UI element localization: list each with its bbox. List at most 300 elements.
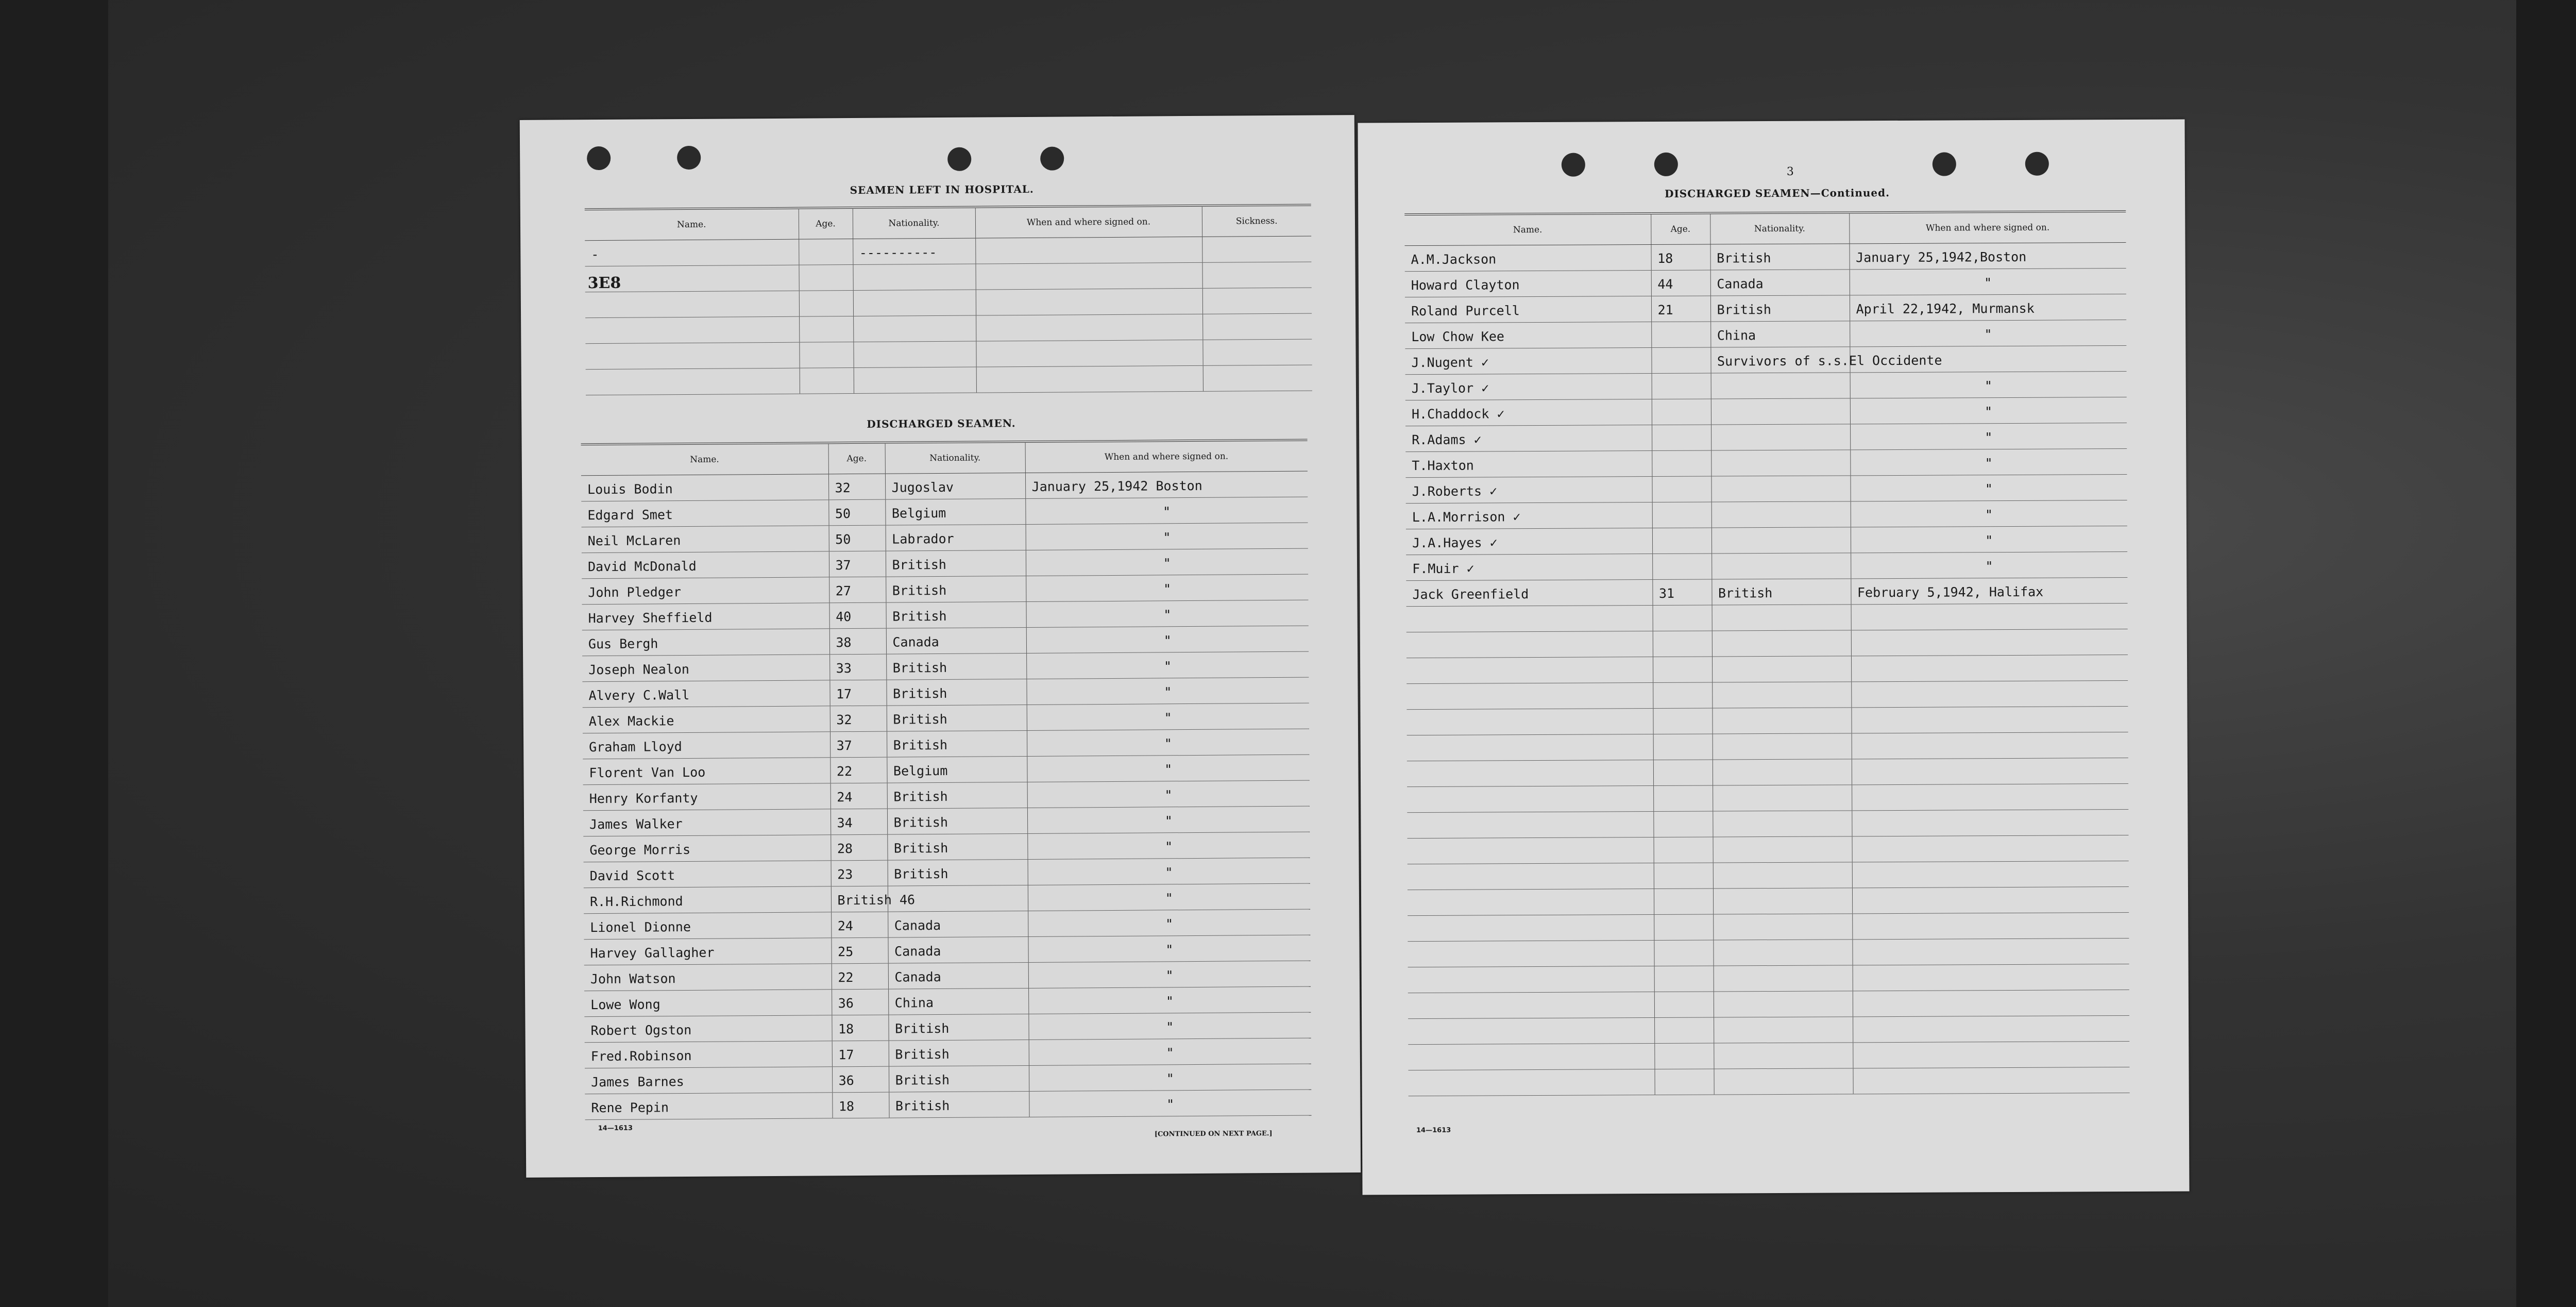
table-cell [976,314,1202,341]
blank-row [1408,886,2129,915]
table-cell [1711,398,1850,425]
table-row [585,339,1312,370]
table-cell: Belgium [887,756,1027,783]
form-code: 14—1613 [598,1124,633,1133]
table-row [1406,552,2127,581]
punch-hole [1562,153,1585,177]
column-header: Name. [1404,213,1651,246]
table-cell [1654,1069,1714,1095]
blank-row [1408,964,2129,993]
table-cell [1852,912,2129,939]
discharged-section-title: DISCHARGED SEAMEN. [867,417,1016,430]
table-cell: Louis Bodin [581,474,828,501]
table-cell: 40 [829,602,886,629]
punch-hole [1933,152,1956,176]
table-cell: Harvey Sheffield [582,603,829,630]
table-row [583,755,1309,785]
table-cell: 38 [829,628,886,655]
table-cell [1652,554,1711,580]
table-cell: " [1027,780,1310,808]
table-row [585,313,1312,344]
table-cell [1653,760,1713,786]
table-cell: Canada [1710,270,1850,296]
table-cell: H.Chaddock ✓ [1405,399,1652,426]
table-cell [1851,629,2128,656]
table-cell [585,291,799,318]
table-cell [1408,966,1654,993]
table-cell: " [1850,320,2126,347]
table-row [585,288,1312,318]
table-cell: James Barnes [585,1067,832,1094]
scan-right-edge [2516,0,2576,1307]
table-cell [585,316,799,344]
table-row [582,677,1309,708]
table-row [1405,294,2126,323]
table-cell [1202,288,1312,314]
table-cell [1652,476,1711,502]
table-cell: " [1025,497,1308,524]
table-cell: Lionel Dionne [584,912,831,940]
table-cell: Labrador [886,524,1026,551]
table-cell: April 22,1942, Murmansk [1850,294,2126,321]
table-row [584,961,1311,991]
table-cell [1712,656,1851,682]
table-cell [1713,888,1852,914]
table-cell: 22 [830,757,887,783]
table-row [1405,269,2126,297]
table-cell: " [1028,858,1310,885]
punch-hole [677,146,701,170]
table-row [585,236,1311,266]
blank-row [1406,604,2128,632]
table-cell [1654,837,1713,863]
table-cell: George Morris [583,835,831,862]
table-cell: British [887,705,1027,731]
table-row [1405,346,2126,375]
table-row [582,626,1309,656]
table-cell [1202,262,1311,288]
table-row [583,780,1310,811]
punch-hole [2025,152,2049,176]
blank-row [1408,1041,2129,1070]
table-cell: " [1026,677,1309,705]
table-cell [853,341,976,367]
table-cell [1408,863,1654,890]
table-cell: " [1026,626,1309,653]
table-cell: British [888,859,1028,886]
table-cell [799,316,853,343]
table-cell: " [1026,548,1308,576]
blank-row [1408,1015,2129,1044]
table-cell: Canada [886,627,1026,654]
continued-note: [CONTINUED ON NEXT PAGE.] [1154,1130,1273,1138]
table-cell [1711,450,1850,476]
table-cell: Howard Clayton [1405,271,1651,297]
table-cell: T.Haxton [1405,451,1652,478]
table-cell: 25 [831,937,888,964]
blank-row [1406,706,2128,735]
table-cell [1407,734,1653,761]
table-cell: 32 [828,474,885,500]
blank-row [1407,732,2128,761]
table-row [585,1038,1311,1068]
table-row [582,651,1309,682]
table-cell: F.Muir ✓ [1406,554,1652,581]
table-cell [1853,990,2129,1016]
table-row [584,909,1310,940]
table-cell [1652,373,1711,399]
table-cell [1654,1043,1714,1069]
table-cell [1713,733,1852,760]
table-cell: British [1710,295,1850,322]
discharged-table [581,439,1312,1120]
table-cell: 32 [830,706,887,732]
table-cell [799,342,853,368]
table-cell: British [887,782,1027,809]
table-cell: Graham Lloyd [583,732,830,759]
table-cell [1203,365,1312,391]
table-cell: 28 [831,834,887,861]
table-cell [1713,862,1852,889]
table-cell: Roland Purcell [1405,296,1651,323]
table-cell [1653,708,1712,734]
table-cell [1714,965,1853,992]
table-cell: David Scott [584,861,831,888]
table-cell [1406,657,1653,684]
table-cell [1408,941,1654,967]
table-row [585,1064,1311,1094]
table-cell: " [1029,1064,1311,1091]
table-cell [1406,606,1653,632]
column-header: Nationality. [885,442,1025,474]
table-cell: Fred.Robinson [585,1041,832,1068]
table-cell: " [1851,526,2127,553]
column-header: Age. [799,208,853,239]
table-cell [1713,836,1852,863]
table-cell: 21 [1651,296,1710,322]
table-row [583,729,1309,759]
table-cell [1653,682,1712,709]
blank-row [1407,809,2128,838]
table-cell: British [886,653,1026,680]
table-cell: China [1710,321,1850,347]
table-cell: 44 [1651,270,1710,296]
table-cell: Lowe Wong [584,990,832,1017]
table-cell: British [887,808,1027,834]
table-cell: British [889,1065,1029,1092]
column-header: Name. [581,443,828,475]
table-cell: 31 [1652,579,1711,606]
table-row [583,832,1310,862]
table-row [584,935,1310,965]
table-row [1406,500,2127,529]
table-cell [1651,322,1710,348]
table-cell [1712,708,1851,734]
table-cell [1653,605,1712,631]
table-cell [1651,347,1710,374]
table-cell: " [1028,883,1310,911]
table-cell: 37 [830,731,887,758]
column-header: When and where signed on. [1849,211,2126,244]
table-cell: " [1850,372,2127,398]
table-cell: Joseph Nealon [582,655,829,682]
table-row [1406,578,2127,607]
table-cell: Florent Van Loo [583,758,830,785]
table-cell: British [886,550,1026,577]
table-cell [1853,1015,2129,1042]
table-cell: 33 [829,654,886,680]
table-cell [1408,992,1654,1019]
blank-row [1406,629,2128,658]
blank-row [1408,835,2129,864]
table-cell [1852,861,2129,887]
table-cell [976,365,1203,393]
table-cell [1407,786,1653,813]
table-cell: " [1027,806,1310,833]
table-cell [1713,785,1852,811]
table-cell: J.Roberts ✓ [1405,477,1652,504]
table-cell [1711,527,1851,554]
table-cell [1653,657,1712,683]
table-row [585,262,1311,292]
table-cell: British [886,576,1026,602]
table-cell [1852,783,2128,810]
table-cell [1406,709,1653,735]
right-page [1358,120,2189,1195]
table-cell: Edgard Smet [581,500,828,527]
table-cell: " [1850,269,2126,295]
table-cell: " [1028,909,1310,936]
table-cell [1851,655,2128,682]
table-cell: Jack Greenfield [1406,580,1652,607]
table-cell: - [585,239,799,266]
discharged-continued-table [1404,210,2129,1096]
table-cell: " [1027,755,1309,782]
table-cell: James Walker [583,809,831,836]
table-cell: David McDonald [582,551,829,579]
punch-hole [1654,153,1678,176]
table-cell: L.A.Morrison ✓ [1406,502,1652,529]
table-cell: 22 [832,963,888,990]
table-cell [1202,313,1312,340]
table-cell [1851,706,2128,733]
table-row [1405,423,2127,452]
table-cell [1851,680,2128,707]
table-cell [976,340,1202,367]
table-cell: R.Adams ✓ [1405,425,1652,452]
table-cell: Gus Bergh [582,629,829,656]
table-cell: Alex Mackie [583,706,830,733]
blank-row [1407,783,2128,812]
table-cell: " [1026,523,1308,550]
table-row [581,471,1308,501]
form-code: 14—1613 [1416,1126,1451,1135]
table-row [582,600,1308,630]
table-cell [1852,886,2129,913]
table-cell: R.H.Richmond [584,886,831,914]
table-cell: British [888,1014,1028,1041]
table-row [583,806,1310,836]
table-cell [1653,811,1713,837]
table-cell [1713,759,1852,785]
table-cell: British [886,601,1026,628]
table-cell: " [1027,729,1309,756]
table-cell: Belgium [885,498,1025,525]
table-cell: 18 [832,1015,888,1041]
table-cell [1851,604,2128,630]
table-cell: Rene Pepin [585,1093,832,1120]
table-row [582,574,1308,605]
table-cell [1853,1067,2129,1094]
table-cell [585,342,799,370]
table-cell: January 25,1942 Boston [1025,471,1308,498]
table-cell [586,368,800,395]
table-cell: 24 [831,912,888,938]
table-row [1406,526,2127,555]
blank-row [1408,938,2129,967]
table-cell: " [1028,935,1310,962]
table-cell: ---------- [853,238,975,264]
table-cell [1408,1018,1654,1045]
table-cell [1852,758,2128,784]
table-cell: 37 [829,551,886,577]
table-cell: British 46 [831,886,888,912]
table-cell [1711,424,1850,450]
table-cell: British [889,1091,1029,1118]
table-cell [853,290,976,316]
table-cell [1652,399,1711,425]
punch-hole [587,146,611,170]
blank-row [1408,990,2129,1018]
table-cell: 27 [829,577,886,603]
hospital-table [585,204,1312,396]
table-cell: 50 [829,525,886,551]
table-cell [1654,889,1713,915]
table-cell [800,368,854,394]
table-cell [1202,339,1312,365]
table-cell [1653,734,1713,760]
table-cell: " [1026,651,1309,679]
table-cell [1654,863,1713,889]
left-page [520,115,1361,1178]
table-cell [1406,683,1653,710]
table-cell: 17 [829,680,886,706]
table-cell: Harvey Gallagher [584,938,831,965]
blank-row [1408,912,2129,941]
table-cell: " [1028,986,1311,1014]
table-row [582,523,1308,553]
table-cell: " [1027,832,1310,859]
table-row [1405,320,2126,349]
table-cell: February 5,1942, Halifax [1851,578,2127,605]
table-cell [1654,1017,1714,1044]
table-cell: " [1851,500,2127,527]
table-cell [1714,1043,1853,1069]
handwritten-mark: 3E8 [587,274,621,293]
table-cell: January 25,1942,Boston [1850,243,2126,270]
table-cell: Jugoslav [885,473,1025,499]
table-cell: J.Nugent ✓ [1405,348,1651,375]
table-cell [1852,809,2128,836]
table-cell [1652,528,1711,554]
column-header: Nationality. [853,207,975,239]
table-cell [1408,1044,1654,1070]
table-cell: John Pledger [582,577,829,605]
table-cell [1654,992,1714,1018]
table-row [582,548,1308,579]
column-header: Nationality. [1710,212,1849,244]
table-cell [1407,812,1653,839]
table-cell [1713,811,1852,837]
table-cell [799,291,853,317]
table-cell [1652,502,1711,528]
table-cell [1202,236,1311,262]
table-cell [975,262,1202,290]
table-cell [1408,1069,1654,1096]
table-cell: 18 [1651,244,1710,271]
table-cell: " [1850,449,2127,476]
table-row [583,703,1309,733]
table-cell [1711,501,1851,528]
column-header: Age. [1651,213,1710,245]
table-cell [975,237,1202,264]
table-cell: " [1850,423,2127,450]
table-cell [1713,914,1852,940]
table-cell: 24 [831,783,887,809]
table-cell: Survivors of s.s.El Occidente [1710,347,1850,373]
column-header: Sickness. [1202,205,1311,237]
table-cell [1714,1017,1853,1043]
table-cell [1711,476,1850,502]
table-cell [1652,425,1711,451]
table-cell: Neil McLaren [582,526,829,553]
table-cell [976,288,1202,315]
table-cell [1654,940,1713,966]
table-cell: British [887,730,1027,757]
table-cell: 34 [831,809,887,835]
table-cell [1852,835,2129,862]
table-cell [1408,889,1654,916]
table-cell [1712,682,1851,708]
table-cell [853,315,976,342]
table-cell [1714,991,1853,1017]
table-cell: British [1711,579,1851,605]
table-cell: A.M.Jackson [1405,245,1651,272]
table-row [584,1012,1311,1043]
table-cell [1713,940,1852,966]
table-cell [1407,760,1653,787]
table-cell [1711,553,1851,579]
table-cell [799,239,853,265]
table-cell: 17 [832,1041,889,1067]
table-row [1405,449,2127,478]
table-cell: British [1710,244,1850,270]
table-cell: Henry Korfanty [583,783,831,811]
table-cell [1653,785,1713,812]
blank-row [1408,861,2129,890]
table-cell: 50 [828,499,885,526]
table-cell: " [1850,397,2127,424]
table-cell: 36 [832,989,888,1015]
table-cell [1654,914,1713,941]
table-cell: " [1029,1038,1311,1065]
table-row [586,365,1312,395]
table-cell: Low Chow Kee [1405,322,1651,349]
scan-left-edge [0,0,108,1307]
table-row [585,1090,1311,1120]
table-cell [1408,915,1654,942]
table-cell: " [1851,552,2127,579]
